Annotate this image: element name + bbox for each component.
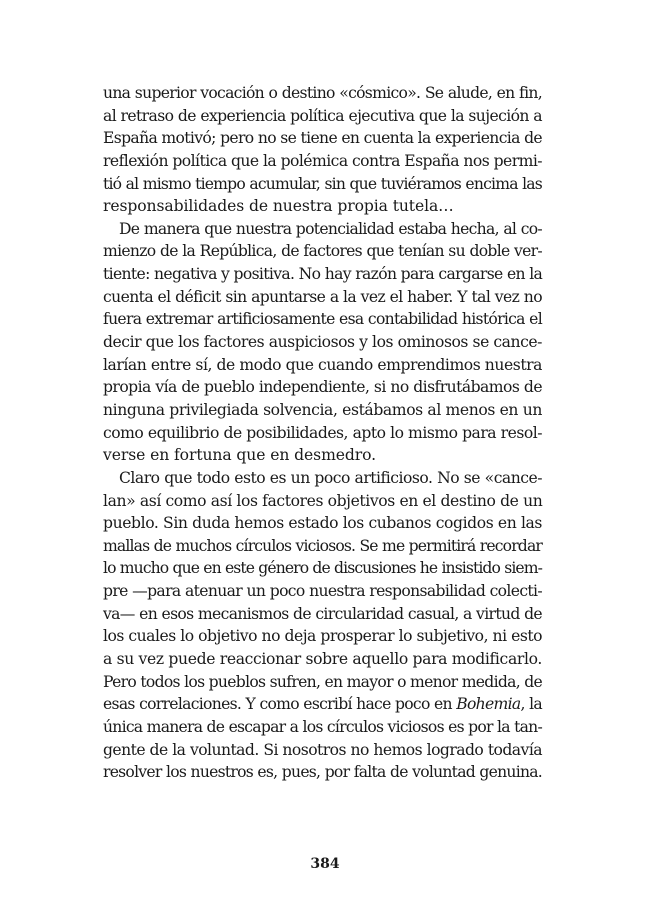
text-line: resolver los nuestros es, pues, por falta de voluntad genuina. [103,763,542,782]
text-line: ninguna privilegiada solvencia, estábamos al menos en un [103,400,542,419]
text-line: gente de la voluntad. Si nosotros no hemos logrado todavía [103,740,542,759]
text-line: cuenta el déficit sin apuntarse a la vez el haber. Y tal vez no [103,287,542,306]
text-line: verse en fortuna que en desmedro. [103,446,377,465]
text-line: decir que los factores auspiciosos y los ominosos se cance- [103,333,542,352]
text-line: lo mucho que en este género de discusiones he insistido siem- [103,559,542,578]
text-line: lan» así como así los factores objetivos en el destino de un [103,491,543,510]
text-line: mienzo de la República, de factores que tenían su doble ver- [103,242,542,261]
italic-title: Bohemia [456,695,521,714]
page-number: 384 [310,856,340,872]
text-line: única manera de escapar a los círculos viciosos es por la tan- [103,717,542,736]
text-segment: esas correlaciones. Y como escribí hace poco en [103,695,457,714]
text-line: larían entre sí, de modo que cuando emprendimos nuestra [103,355,542,374]
text-line: pre —para atenuar un poco nuestra responsabilidad colecti- [103,582,542,601]
text-line: fuera extremar artificiosamente esa contabilidad histórica el [103,310,542,329]
text-line: España motivó; pero no se tiene en cuenta la experiencia de [103,129,542,148]
text-line: reflexión política que la polémica contra España nos permi- [103,151,542,170]
text-line: mallas de muchos círculos viciosos. Se me permitirá recordar [103,536,542,555]
text-line [103,693,542,716]
text-line: Pero todos los pueblos sufren, en mayor o menor medida, de [103,672,543,691]
text-line: responsabilidades de nuestra propia tutela… [103,197,454,216]
text-line: De manera que nuestra potencialidad estaba hecha, al co- [119,219,542,238]
text-line: propia vía de pueblo independiente, si no disfrutábamos de [103,378,542,397]
text-line: como equilibrio de posibilidades, apto lo mismo para resol- [103,423,542,442]
text-line: a su vez puede reaccionar sobre aquello para modificarlo. [103,650,542,669]
text-line: pueblo. Sin duda hemos estado los cubanos cogidos en las [103,514,543,533]
text-segment: , la [520,695,543,714]
text-line: los cuales lo objetivo no deja prosperar lo subjetivo, ni esto [103,627,542,646]
text-line: Claro que todo esto es un poco artificioso. No se «cance- [119,468,542,487]
text-line: tió al mismo tiempo acumular, sin que tuviéramos encima las [103,174,542,193]
text-line: va— en esos mecanismos de circularidad casual, a virtud de [103,604,542,623]
text-line: una superior vocación o destino «cósmico». Se alude, en fin, [103,84,542,102]
body-text [103,82,542,784]
text-line: al retraso de experiencia política ejecutiva que la sujeción a [103,106,542,125]
text-line: tiente: negativa y positiva. No hay razón para cargarse en la [103,265,543,284]
